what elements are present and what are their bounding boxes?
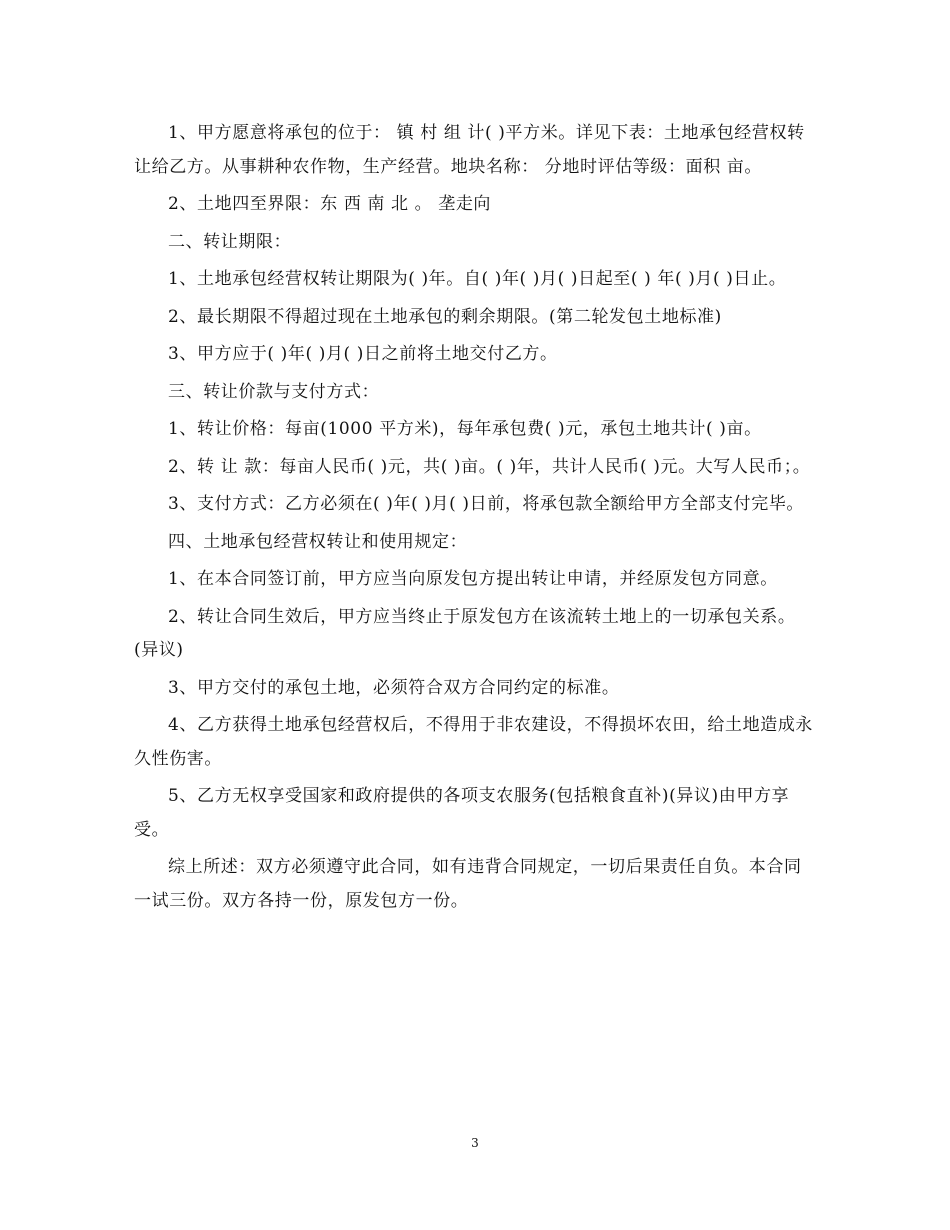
section-heading-term: 二、转让期限： (168, 231, 292, 252)
paragraph-8: 3、支付方式：乙方必须在( )年( )月( )日前，将承包款全额给甲方全部支付完毕。 (168, 494, 805, 514)
section-heading-usage-rules: 四、土地承包经营权转让和使用规定： (168, 531, 468, 552)
paragraph-5: 3、甲方应于( )年( )月( )日之前将土地交付乙方。 (168, 344, 558, 364)
paragraph-9: 1、在本合同签订前，甲方应当向原发包方提出转让申请，并经原发包方同意。 (168, 569, 778, 589)
paragraph-2: 2、土地四至界限：东 西 南 北 。 垄走向 (168, 194, 492, 214)
paragraph-13: 5、乙方无权享受国家和政府提供的各项支农服务(包括粮食直补)(异议)由甲方享受。 (134, 786, 790, 840)
paragraph-1: 1、甲方愿意将承包的位于： 镇 村 组 计( )平方米。详见下表：土地承包经营权转让给乙方。从事耕种农作物，生产经营。地块名称： 分地时评估等级：面积 亩。 (134, 123, 805, 177)
paragraph-11: 3、甲方交付的承包土地，必须符合双方合同约定的标准。 (168, 677, 620, 698)
page-number: 3 (471, 1136, 479, 1150)
summary-paragraph: 综上所述：双方必须遵守此合同，如有违背合同规定，一切后果责任自负。本合同一试三份。双方各持一份，原发包方一份。 (134, 857, 802, 911)
section-heading-payment: 三、转让价款与支付方式： (168, 381, 380, 402)
paragraph-12: 4、乙方获得土地承包经营权后，不得用于非农建设，不得损坏农田，给土地造成永久性伤害。 (134, 715, 814, 769)
paragraph-7: 2、转 让 款：每亩人民币( )元，共( )亩。( )年，共计人民币( )元。大写人民币；。 (168, 456, 811, 477)
paragraph-6: 1、转让价格：每亩(1000 平方米)，每年承包费( )元，承包土地共计( )亩。 (168, 419, 762, 439)
document-body (134, 117, 814, 922)
paragraph-3: 1、土地承包经营权转让期限为( )年。自( )年( )月( )日起至( ) 年( )月( )日止。 (168, 269, 787, 289)
paragraph-4: 2、最长期限不得超过现在土地承包的剩余期限。(第二轮发包土地标准) (168, 306, 722, 327)
paragraph-10: 2、转让合同生效后，甲方应当终止于原发包方在该流转土地上的一切承包关系。(异议) (134, 606, 796, 660)
